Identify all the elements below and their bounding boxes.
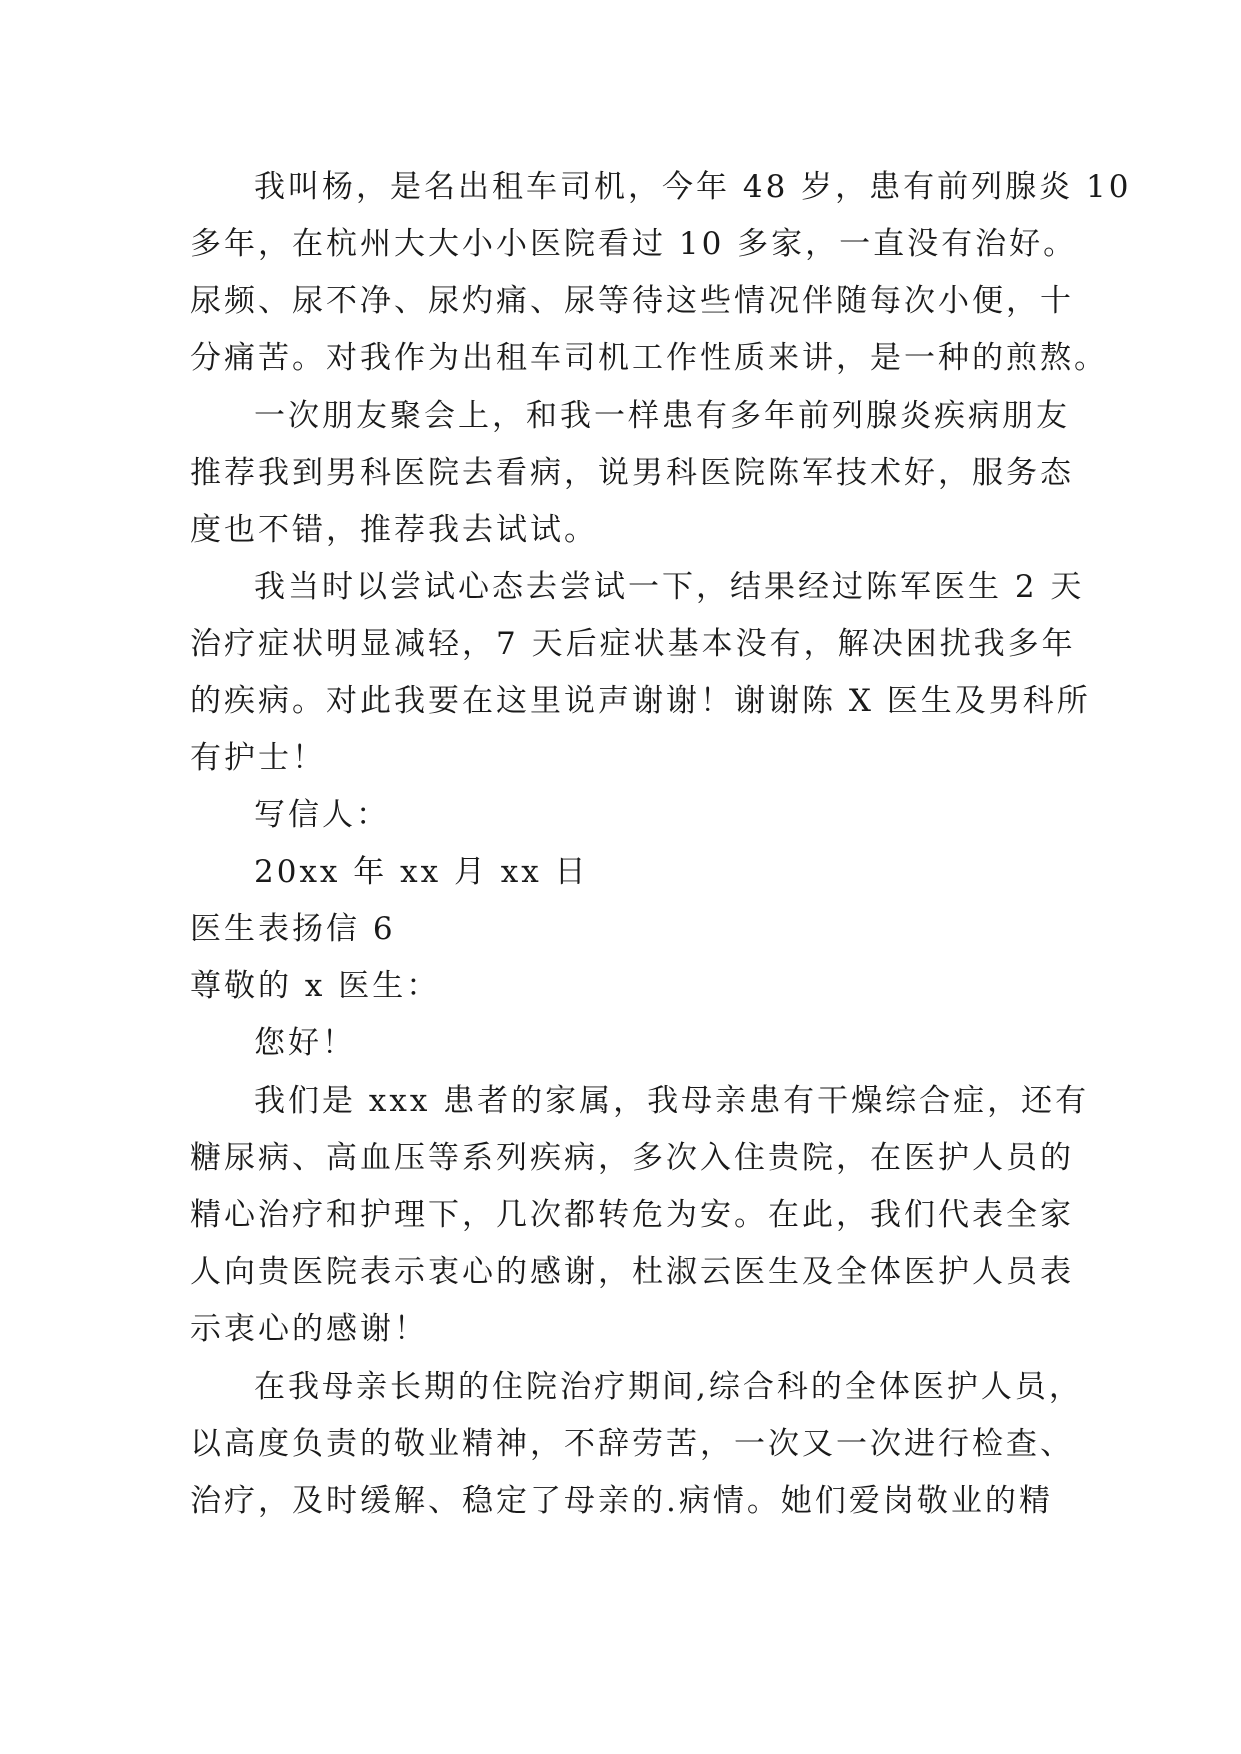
paragraph-line: 在我母亲长期的住院治疗期间,综合科的全体医护人员，: [254, 1369, 1083, 1405]
paragraph-line: 我叫杨，是名出租车司机，今年 48 岁，患有前列腺炎 10: [254, 169, 1132, 205]
paragraph-line: 一次朋友聚会上，和我一样患有多年前列腺炎疾病朋友: [254, 398, 1070, 434]
paragraph-line: 我当时以尝试心态去尝试一下，结果经过陈军医生 2 天: [254, 569, 1085, 605]
paragraph-line: 糖尿病、高血压等系列疾病，多次入住贵院，在医护人员的: [190, 1140, 1074, 1176]
paragraph-line: 示衷心的感谢！: [190, 1311, 428, 1347]
date-line: 20xx 年 xx 月 xx 日: [254, 854, 589, 890]
section-title: 医生表扬信 6: [190, 911, 396, 947]
paragraph-line: 的疾病。对此我要在这里说声谢谢！谢谢陈 X 医生及男科所: [190, 683, 1091, 719]
paragraph-line: 尿频、尿不净、尿灼痛、尿等待这些情况伴随每次小便，十: [190, 283, 1074, 319]
paragraph-line: 多年，在杭州大大小小医院看过 10 多家，一直没有治好。: [190, 226, 1078, 262]
paragraph-line: 有护士！: [190, 740, 326, 776]
greeting: 您好！: [254, 1025, 356, 1061]
salutation: 尊敬的 x 医生：: [190, 968, 441, 1004]
paragraph-line: 以高度负责的敬业精神，不辞劳苦，一次又一次进行检查、: [190, 1426, 1074, 1462]
paragraph-line: 治疗症状明显减轻，7 天后症状基本没有，解决困扰我多年: [190, 626, 1076, 662]
paragraph-line: 我们是 xxx 患者的家属，我母亲患有干燥综合症，还有: [254, 1083, 1090, 1119]
paragraph-line: 分痛苦。对我作为出租车司机工作性质来讲，是一种的煎熬。: [190, 340, 1108, 376]
signature-label: 写信人：: [254, 797, 390, 833]
paragraph-line: 治疗，及时缓解、稳定了母亲的.病情。她们爱岗敬业的精: [190, 1483, 1053, 1519]
paragraph-line: 人向贵医院表示衷心的感谢，杜淑云医生及全体医护人员表: [190, 1254, 1074, 1290]
paragraph-line: 推荐我到男科医院去看病，说男科医院陈军技术好，服务态: [190, 455, 1074, 491]
paragraph-line: 度也不错，推荐我去试试。: [190, 512, 598, 548]
paragraph-line: 精心治疗和护理下，几次都转危为安。在此，我们代表全家: [190, 1197, 1074, 1233]
